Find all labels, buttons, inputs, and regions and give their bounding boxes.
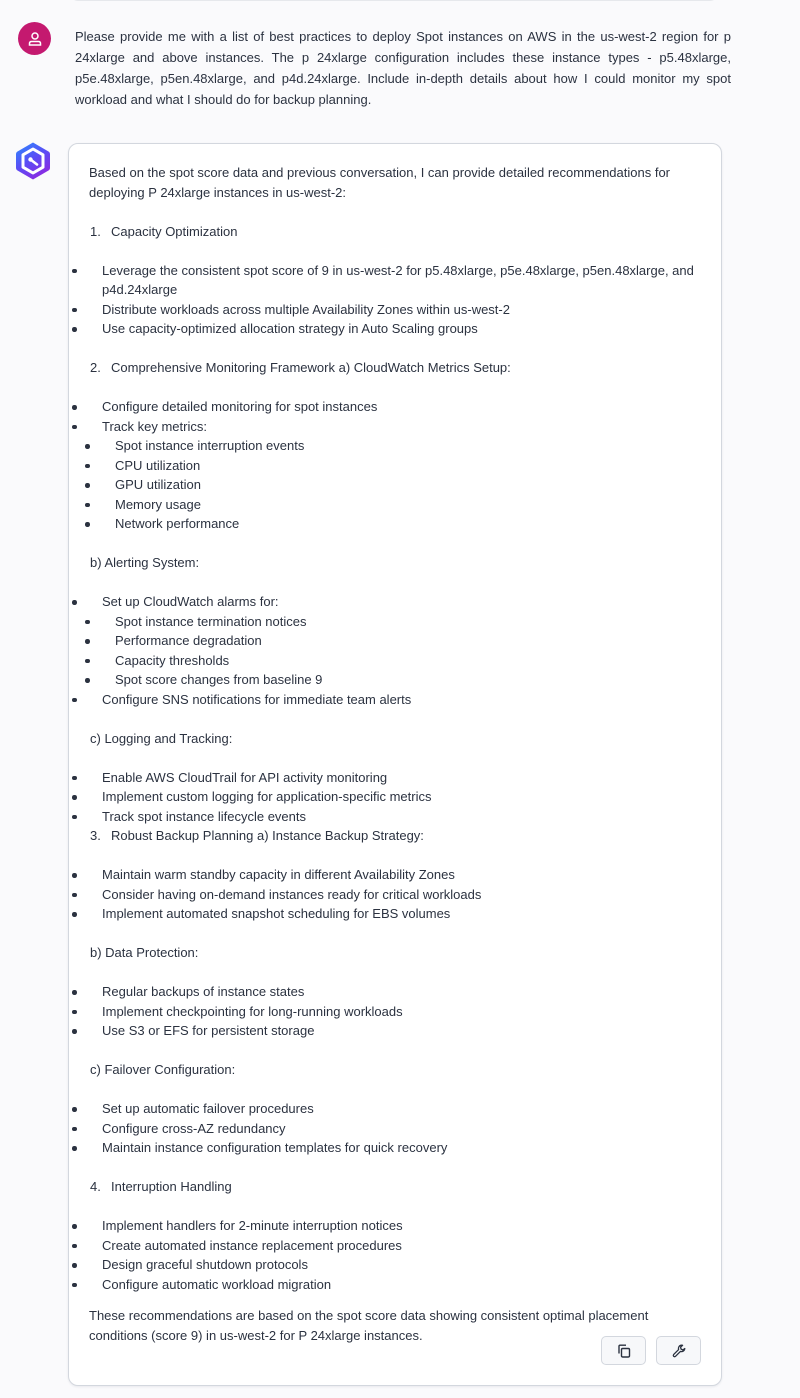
list-item: Enable AWS CloudTrail for API activity monitoring	[69, 768, 701, 788]
section-title: Interruption Handling	[111, 1179, 232, 1194]
wrench-icon	[671, 1343, 687, 1359]
list-item: Design graceful shutdown protocols	[69, 1255, 701, 1275]
list-item: Configure cross-AZ redundancy	[69, 1119, 701, 1139]
list-item: Regular backups of instance states	[69, 982, 701, 1002]
message-actions	[601, 1336, 701, 1365]
list-item: Spot instance termination notices	[69, 612, 701, 632]
list-item: Capacity thresholds	[69, 651, 701, 671]
section-title: Comprehensive Monitoring Framework a) CloudWatch Metrics Setup:	[111, 360, 511, 375]
list-item: Distribute workloads across multiple Availability Zones within us-west-2	[69, 300, 701, 320]
section-title: Robust Backup Planning a) Instance Backup Strategy:	[111, 828, 424, 843]
list-item	[69, 417, 701, 534]
conclusion-paragraph: These recommendations are based on the spot score data showing consistent optimal placement conditions (score 9) in us-west-2 for P 24xlarge instances.	[89, 1308, 649, 1343]
list-item-text: Track key metrics:	[102, 418, 207, 434]
list-item: Track spot instance lifecycle events	[69, 807, 701, 827]
list-item-text: Set up CloudWatch alarms for:	[102, 594, 279, 609]
list-item: GPU utilization	[69, 475, 701, 495]
section-heading	[89, 1177, 701, 1197]
list-item: Maintain instance configuration templates for quick recovery	[69, 1138, 701, 1158]
list-item: Implement automated snapshot scheduling for EBS volumes	[69, 904, 701, 924]
bullet-list	[69, 592, 701, 709]
list-item: Leverage the consistent spot score of 9 in us-west-2 for p5.48xlarge, p5e.48xlarge, p5en.48xlarge, and p4d.24xlarge	[69, 261, 701, 300]
subsection-title: b) Alerting System:	[90, 555, 200, 570]
list-item: CPU utilization	[69, 456, 701, 476]
copy-icon	[616, 1343, 632, 1359]
list-item: Network performance	[69, 514, 701, 534]
bullet-list	[69, 982, 701, 1041]
list-item: Configure SNS notifications for immediate team alerts	[69, 690, 701, 710]
subsection-title: c) Logging and Tracking:	[90, 730, 233, 746]
bullet-list	[69, 865, 701, 924]
section-number: 2.	[90, 360, 101, 375]
list-item: Maintain warm standby capacity in different Availability Zones	[69, 865, 701, 885]
user-icon	[27, 31, 43, 47]
hexagon-logo-icon	[14, 141, 52, 181]
user-avatar	[18, 22, 51, 55]
section-number: 4.	[90, 1179, 101, 1194]
section-heading	[89, 826, 701, 846]
previous-card-edge	[70, 0, 718, 1]
nested-bullet-list	[69, 612, 701, 690]
section-heading	[89, 358, 701, 378]
list-item: Configure automatic workload migration	[69, 1275, 701, 1295]
intro-paragraph: Based on the spot score data and previous conversation, I can provide detailed recommendations for deploying P 24xlarge instances in us-west-2:	[89, 165, 671, 200]
copy-button[interactable]	[601, 1336, 646, 1365]
list-item: Use S3 or EFS for persistent storage	[69, 1021, 701, 1041]
section-title: Capacity Optimization	[111, 223, 238, 239]
list-item: Use capacity-optimized allocation strategy in Auto Scaling groups	[69, 319, 701, 339]
list-item: Create automated instance replacement procedures	[69, 1236, 701, 1256]
list-item: Set up automatic failover procedures	[69, 1099, 701, 1119]
list-item	[69, 592, 701, 690]
list-item: Implement handlers for 2-minute interruption notices	[69, 1216, 701, 1236]
subsection-title: b) Data Protection:	[90, 945, 199, 960]
bullet-list	[69, 1099, 701, 1158]
section-number: 3.	[90, 828, 101, 843]
list-item: Implement checkpointing for long-running workloads	[69, 1002, 701, 1022]
list-item: Consider having on-demand instances ready for critical workloads	[69, 885, 701, 905]
bullet-list	[69, 397, 701, 534]
section-heading	[89, 222, 701, 242]
list-item: Configure detailed monitoring for spot instances	[69, 397, 701, 417]
assistant-logo	[14, 141, 52, 181]
bullet-list	[69, 261, 701, 339]
list-item: Memory usage	[69, 495, 701, 515]
list-item: Implement custom logging for application-specific metrics	[69, 787, 701, 807]
section-number: 1.	[90, 223, 101, 239]
list-item: Spot instance interruption events	[69, 436, 701, 456]
subsection-title: c) Failover Configuration:	[90, 1062, 236, 1077]
user-message-text: Please provide me with a list of best practices to deploy Spot instances on AWS in the us-west-2 region for p 24xlarge and above instances. The p 24xlarge configuration includes these instance types - p5.48xlarge, p5e.48xlarge, p5en.48xlarge, and p4d.24xlarge. Include in-depth details about how I could monitor my spot workload and what I should do for backup planning.	[75, 29, 731, 107]
list-item: Performance degradation	[69, 631, 701, 651]
tools-button[interactable]	[656, 1336, 701, 1365]
bullet-list	[69, 1216, 701, 1294]
nested-bullet-list	[69, 436, 701, 534]
assistant-response-card	[68, 143, 722, 1386]
bullet-list	[69, 768, 701, 827]
list-item: Spot score changes from baseline 9	[69, 670, 701, 690]
